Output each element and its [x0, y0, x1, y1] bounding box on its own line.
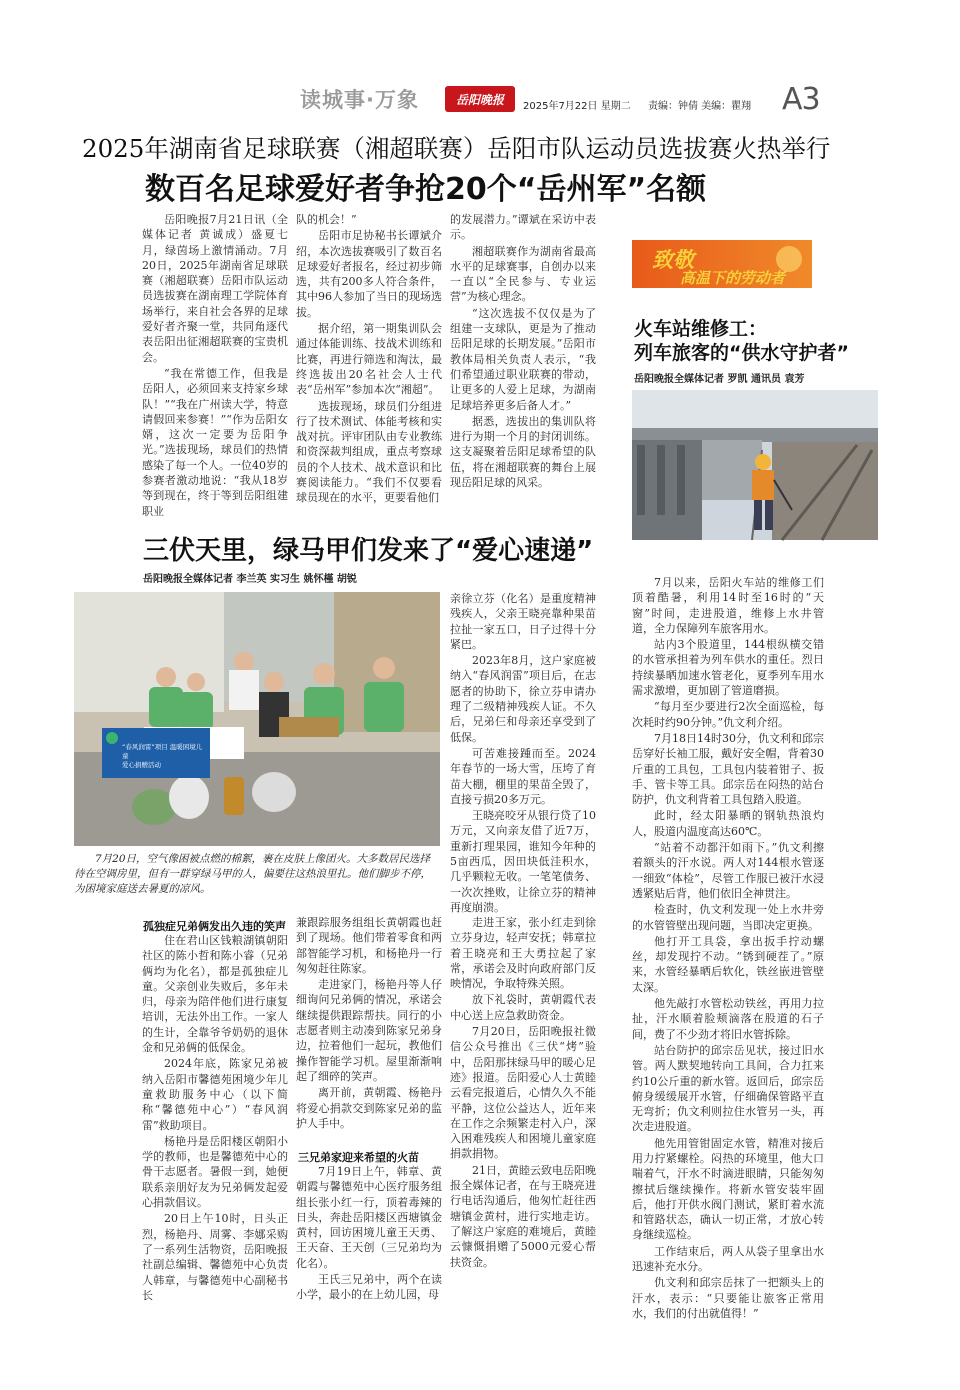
charity-logo-icon	[106, 732, 118, 744]
lower-column-1	[142, 933, 288, 1305]
lower-column-2b	[296, 1164, 442, 1304]
side-paragraph: 仇文利和邱宗岳抹了一把额头上的汗水，表示：“只要能让旅客正常用水，我们的付出就值得！”	[632, 1276, 824, 1320]
lower-paragraph: 离开前，黄朝霞、杨艳丹将爱心捐款交到陈家兄弟的监护人手中。	[296, 1086, 442, 1130]
mid-paragraph: 2023年8月，这户家庭被纳入“春风润雷”项目后，在志愿者的协助下，徐立芬申请办理了二级精神残疾人证。不久后，兄弟仨和母亲还享受到了低保。	[450, 654, 596, 744]
side-paragraph: 他先敲打水管松动铁丝，再用力拉扯，汗水顺着脸颊滴落在股道的石子间，费了不少劲才将旧水管拆除。	[632, 997, 824, 1041]
side-banner	[632, 240, 812, 288]
lead-column-1	[142, 212, 288, 518]
lead-paragraph: 据介绍，第一期集训队会通过体能训练、技战术训练和比赛，再进行筛选和淘汰，最终选拔出20名社会人士代表“岳州军”参加本次“湘超”。	[296, 322, 442, 397]
photo-caption: 7月20日，空气像困被点燃的棉絮，裹在皮肤上像团火。大多数居民选择待在空调房里，但有一群穿绿马甲的人，偏要往这热浪里扎。他们脚步不停，为困境家庭送去暑夏的凉风。	[74, 853, 431, 895]
side-paragraph: 站内3个股道里，144根纵横交错的水管承担着为列车供水的重任。烈日持续暴晒加速水管老化，夏季列车用水需求激增，更加剧了管道磨损。	[632, 638, 824, 698]
lead-paragraph: “这次选拔不仅仅是为了组建一支球队，更是为了推动岳阳足球的长期发展。”岳阳市教体局相关负责人表示，“我们希望通过职业联赛的带动，让更多的人爱上足球，为湖南足球培养更多后备人才。”	[450, 306, 596, 412]
lower-paragraph: 7月19日上午，韩章、黄朝霞与馨德苑中心医疗服务组组长张小红一行，顶着毒辣的日头，奔赴岳阳楼区西塘镇金黄村，回访困境儿童王天勇、王天奋、王天创（三兄弟均为化名）。	[296, 1165, 442, 1270]
lower-paragraph: 走进王家，张小红走到徐立芬身边，轻声安抚；韩章拉着王晓亮和王大勇拉起了家常，承诺会及时向政府部门反映情况，争取特殊关照。	[450, 916, 596, 991]
lower-paragraph: 7月20日，岳阳晚报社微信公众号推出《三伏“烤”验中，岳阳那抹绿马甲的暖心足迹》报道。岳阳爱心人士黄睦云看完报道后，心情久久不能平静，这位公益达人，近年来在工作之余频繁走村入户，深入困难残疾人和困境儿童家庭捐款捐物。	[450, 1025, 596, 1161]
lower-column-2	[296, 915, 442, 1145]
lead-column-2	[296, 212, 442, 506]
newspaper-logo-text: 岳阳晚报	[455, 92, 504, 107]
issue-date: 2025年7月22日 星期二	[523, 101, 631, 112]
mid-right-column	[450, 591, 596, 914]
side-paragraph: 此时，经太阳暴晒的钢轨热浪灼人，股道内温度高达60℃。	[632, 809, 824, 838]
lead-paragraph: 湘超联赛作为湖南省最高水平的足球赛事，自创办以来一直以“全民参与、专业运营”为核心理念。	[450, 244, 596, 304]
mid-byline: 岳阳晚报全媒体记者 李兰英 实习生 姚怀槿 胡锐	[143, 574, 357, 585]
photo-banner-subtext: 爱心捐赠活动	[122, 761, 161, 769]
side-banner-title: 致敬	[652, 248, 694, 272]
side-paragraph: 他打开工具袋，拿出扳手拧动螺丝，却发现拧不动。“锈到硬茬了。”原来，水管经暴晒后软化，铁丝嵌进管壁太深。	[632, 934, 824, 994]
side-body	[632, 575, 824, 1320]
lead-paragraph: 岳阳市足协秘书长谭斌介绍，本次选拔赛吸引了数百名足球爱好者报名，经过初步筛选，共有200多人符合条件，其中96人参加了当日的现场选拔。	[296, 229, 442, 319]
side-paragraph: “每月至少要进行2次全面巡检，每次耗时约90分钟。”仇文利介绍。	[632, 700, 824, 729]
mid-paragraph: 亲徐立芬（化名）是重度精神残疾人，父亲王晓亮靠种果苗拉扯一家五口，日子过得十分紧巴。	[450, 592, 596, 651]
side-paragraph: 检查时，仇文利发现一处上水井旁的水管管壁出现问题，当即决定更换。	[632, 903, 824, 932]
side-paragraph: 7月以来，岳阳火车站的维修工们顶着酷暑，利用14时至16时的“天窗”时间，走进股道，维修上水井管道，全力保障列车旅客用水。	[632, 576, 824, 635]
page-number: A3	[782, 82, 820, 117]
lead-headline: 数百名足球爱好者争抢20个“岳州军”名额	[145, 172, 707, 207]
lower-column-3	[450, 915, 596, 1305]
lower-paragraph: 王氏三兄弟中，两个在读小学，最小的在上幼儿园，母	[296, 1273, 442, 1302]
lower-paragraph: 2024年底，陈家兄弟被纳入岳阳市馨德苑困境少年儿童救助服务中心（以下简称“馨德苑中心”）“春风润雷”救助项目。	[142, 1057, 288, 1132]
railway-worker-illustration	[632, 390, 878, 540]
lead-paragraph: 的发展潜力。”谭斌在采访中表示。	[450, 213, 596, 242]
volunteers-illustration	[74, 592, 440, 846]
section-subhead-1: 孤独症兄弟俩发出久违的笑声	[143, 920, 286, 933]
lower-paragraph: 21日，黄睦云致电岳阳晚报全媒体记者，在与王晓亮进行电话沟通后，他匆忙赶往西塘镇金黄村，进行实地走访。了解这户家庭的难境后，黄睦云慷慨捐赠了5000元爱心帮扶资金。	[450, 1163, 596, 1269]
railway-worker-photo	[632, 390, 878, 540]
sun-icon	[776, 246, 802, 272]
lower-paragraph: 20日上午10时，日头正烈，杨艳丹、周雾、李娜采购了一系列生活物资，岳阳晚报社副总编辑、馨德苑中心负责人韩章，与馨德苑中心副秘书长	[142, 1212, 288, 1302]
lower-paragraph: 兼跟踪服务组组长黄朝霞也赶到了现场。他们带着零食和两部智能学习机，和杨艳丹一行匆匆赶往陈家。	[296, 916, 442, 975]
lead-paragraph: “我在常德工作，但我是岳阳人，必须回来支持家乡球队！”“我在广州读大学，特意请假回来参赛！”“作为岳阳女婿，这次一定要为岳阳争光。”选拔现场，球员们的热情感染了每一个人。一位40岁的参赛者激动地说：“我从18岁等到现在，终于等到岳阳组建职业	[142, 366, 288, 518]
lower-paragraph: 放下礼袋时，黄朝霞代表中心送上应急救助资金。	[450, 993, 596, 1022]
section-title: 读城事·万象	[300, 88, 419, 112]
section-subhead-2: 三兄弟家迎来希望的火苗	[298, 1151, 419, 1164]
newspaper-logo	[445, 86, 515, 112]
mid-paragraph: 可苦难接踵而至。2024年春节的一场大雪，压垮了育苗大棚，棚里的果苗全毁了，直接亏损20多万元。	[450, 746, 596, 806]
side-headline-2: 列车旅客的“供水守护者”	[634, 342, 849, 364]
side-paragraph: 他先用管钳固定水管，精准对接后用力拧紧螺栓。闷热的环境里，他大口喘着气，汗水不时滴进眼睛，只能匆匆擦拭后继续操作。将新水管安装牢固后，他打开供水阀门测试，紧盯着水流和管路状态，确认一切正常，才放心转身继续巡检。	[632, 1136, 824, 1242]
lead-kicker: 2025年湖南省足球联赛（湘超联赛）岳阳市队运动员选拔赛火热举行	[82, 134, 831, 163]
photo-banner-text: “春风润雷”项目 温暖困境儿童	[122, 743, 203, 760]
side-paragraph: “站着不动都汗如雨下。”仇文利擦着额头的汗水说。两人对144根水管逐一细致“体检”，尽管工作服已被汗水浸透紧贴后背，他们依旧全神贯注。	[632, 841, 824, 900]
photo-banner	[102, 728, 210, 778]
side-byline: 岳阳晚报全媒体记者 罗凯 通讯员 袁芳	[634, 374, 805, 385]
lower-paragraph: 杨艳丹是岳阳楼区朝阳小学的教师，也是馨德苑中心的骨干志愿者。暑假一到，她便联系亲朋好友为兄弟俩发起爱心捐款倡议。	[142, 1134, 288, 1210]
lead-paragraph: 选拔现场，球员们分组进行了技术测试、体能考核和实战对抗。评审团队由专业教练和资深裁判组成，重点考察球员的个人技术、战术意识和比赛阅读能力。“我们不仅要看球员现在的水平，更要看他们	[296, 399, 442, 505]
mid-paragraph: 王晓亮咬牙从银行贷了10万元，又向亲友借了近7万，重新打理果园，谁知今年种的5亩西瓜，因田块低洼积水，几乎颗粒无收。一笔笔债务、一次次挫败，让徐立芬的精神再度崩溃。	[450, 809, 596, 914]
page-editors: 责编：钟倩 美编：瞿翔	[648, 101, 752, 112]
lead-paragraph: 据悉，选拔出的集训队将进行为期一个月的封闭训练。这支凝聚着岳阳足球希望的队伍，将在湘超联赛的舞台上展现岳阳足球的风采。	[450, 414, 596, 490]
mid-headline: 三伏天里，绿马甲们发来了“爱心速递”	[143, 536, 594, 566]
side-banner-subtitle: 高温下的劳动者	[680, 269, 786, 287]
lower-paragraph: 走进家门，杨艳丹等人仔细询问兄弟俩的情况，承诺会继续提供跟踪帮扶。同行的小志愿者则主动凑到陈家兄弟身边，拉着他们一起玩，教他们操作智能学习机。屋里渐渐响起了细碎的笑声。	[296, 978, 442, 1083]
side-paragraph: 7月18日14时30分，仇文利和邱宗岳穿好长袖工服，戴好安全帽，背着30斤重的工具包，工具包内装着钳子、扳手、管卡等工具。邱宗岳在闷热的站台防护，仇文利背着工具包踏入股道。	[632, 731, 824, 807]
lead-paragraph: 队的机会！”	[296, 213, 357, 226]
lead-paragraph: 岳阳晚报7月21日讯（全媒体记者 黄诚成）盛夏七月，绿茵场上激情涌动。7月20日，2025年湖南省足球联赛（湘超联赛）岳阳市队运动员选拔赛在湖南理工学院体育场举行，来自社会各界的足球爱好者齐聚一堂，共同角逐代表岳阳出征湘超联赛的宝贵机会。	[142, 213, 288, 364]
side-paragraph: 站台防护的邱宗岳见状，接过旧水管。两人默契地转向工具间，合力扛来约10公斤重的新水管。返回后，邱宗岳俯身缓缓展开水管，仔细确保管路平直无弯折；仇文利则拉住水管另一头，再次走进股道。	[632, 1043, 824, 1134]
lead-column-3	[450, 212, 596, 506]
side-headline-1: 火车站维修工：	[634, 318, 768, 340]
volunteers-photo	[74, 592, 440, 846]
side-paragraph: 工作结束后，两人从袋子里拿出水迅速补充水分。	[632, 1244, 824, 1274]
lower-paragraph: 住在君山区钱粮湖镇朝阳社区的陈小哲和陈小睿（兄弟俩均为化名），都是孤独症儿童。父亲创业失败后，多年未归，母亲为陪伴他们进行康复培训，无法外出工作。一家人的生计，全靠爷爷奶奶的退休金和兄弟俩的低保金。	[142, 934, 288, 1055]
